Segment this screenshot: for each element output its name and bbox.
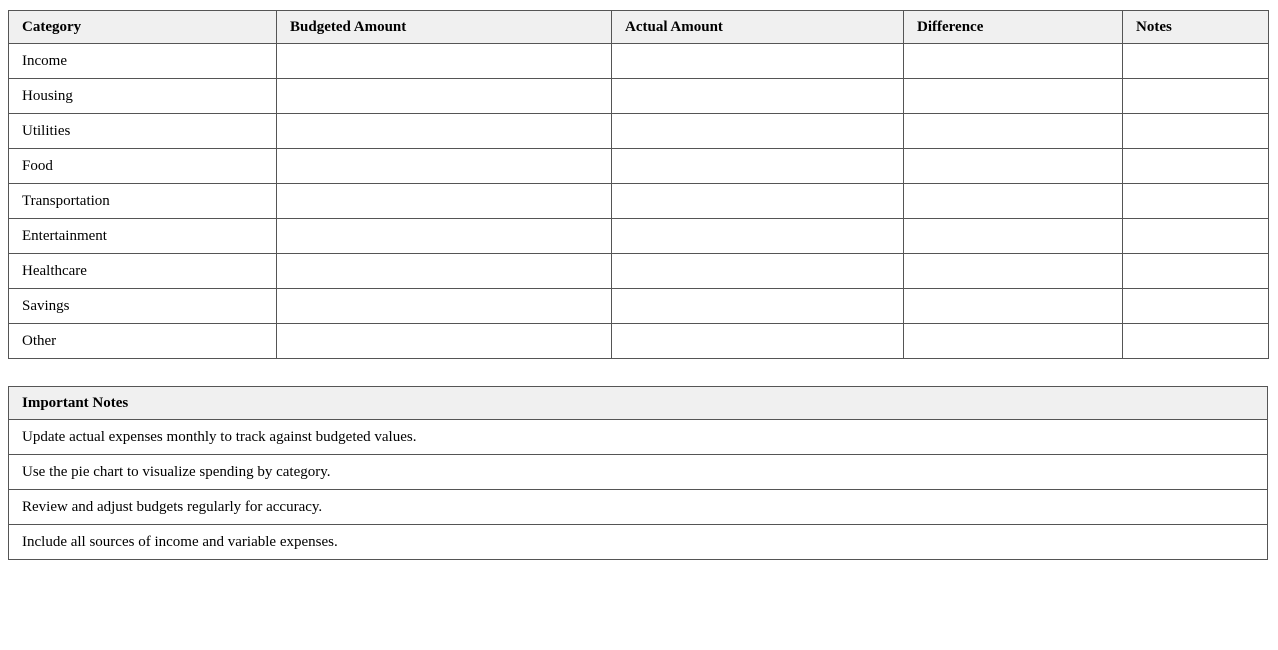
cell-difference (904, 114, 1123, 149)
table-row (9, 44, 1269, 79)
cell-difference (904, 289, 1123, 324)
notes-header-row (9, 387, 1268, 420)
table-row (9, 219, 1269, 254)
cell-category: Transportation (9, 184, 277, 219)
note-item: Include all sources of income and variable expenses. (9, 525, 1268, 560)
cell-category: Food (9, 149, 277, 184)
cell-category: Healthcare (9, 254, 277, 289)
cell-budgeted (277, 184, 612, 219)
note-row (9, 525, 1268, 560)
note-row (9, 490, 1268, 525)
cell-budgeted (277, 219, 612, 254)
budget-table-header-row (9, 11, 1269, 44)
table-row (9, 289, 1269, 324)
note-item: Update actual expenses monthly to track against budgeted values. (9, 420, 1268, 455)
cell-notes (1123, 324, 1269, 359)
cell-category: Housing (9, 79, 277, 114)
cell-actual (612, 79, 904, 114)
cell-budgeted (277, 79, 612, 114)
cell-actual (612, 289, 904, 324)
cell-actual (612, 149, 904, 184)
cell-budgeted (277, 114, 612, 149)
table-row (9, 149, 1269, 184)
table-row (9, 324, 1269, 359)
cell-difference (904, 149, 1123, 184)
cell-notes (1123, 79, 1269, 114)
cell-difference (904, 44, 1123, 79)
important-notes-table (8, 386, 1268, 560)
note-row (9, 420, 1268, 455)
cell-difference (904, 219, 1123, 254)
note-row (9, 455, 1268, 490)
cell-notes (1123, 44, 1269, 79)
cell-actual (612, 184, 904, 219)
budget-table (8, 10, 1269, 359)
table-row (9, 184, 1269, 219)
cell-category: Entertainment (9, 219, 277, 254)
cell-actual (612, 44, 904, 79)
cell-difference (904, 254, 1123, 289)
cell-budgeted (277, 324, 612, 359)
cell-budgeted (277, 289, 612, 324)
table-row (9, 79, 1269, 114)
cell-category: Income (9, 44, 277, 79)
cell-budgeted (277, 44, 612, 79)
header-category: Category (9, 11, 277, 44)
cell-notes (1123, 184, 1269, 219)
cell-notes (1123, 254, 1269, 289)
cell-category: Other (9, 324, 277, 359)
header-difference: Difference (904, 11, 1123, 44)
cell-category: Utilities (9, 114, 277, 149)
header-budgeted: Budgeted Amount (277, 11, 612, 44)
cell-budgeted (277, 254, 612, 289)
cell-notes (1123, 114, 1269, 149)
cell-notes (1123, 149, 1269, 184)
header-important-notes: Important Notes (9, 387, 1268, 420)
cell-difference (904, 184, 1123, 219)
table-row (9, 254, 1269, 289)
cell-difference (904, 79, 1123, 114)
cell-actual (612, 219, 904, 254)
cell-difference (904, 324, 1123, 359)
cell-actual (612, 324, 904, 359)
table-row (9, 114, 1269, 149)
cell-notes (1123, 219, 1269, 254)
cell-actual (612, 114, 904, 149)
cell-category: Savings (9, 289, 277, 324)
cell-actual (612, 254, 904, 289)
note-item: Use the pie chart to visualize spending by category. (9, 455, 1268, 490)
cell-notes (1123, 289, 1269, 324)
cell-budgeted (277, 149, 612, 184)
header-notes: Notes (1123, 11, 1269, 44)
note-item: Review and adjust budgets regularly for accuracy. (9, 490, 1268, 525)
header-actual: Actual Amount (612, 11, 904, 44)
